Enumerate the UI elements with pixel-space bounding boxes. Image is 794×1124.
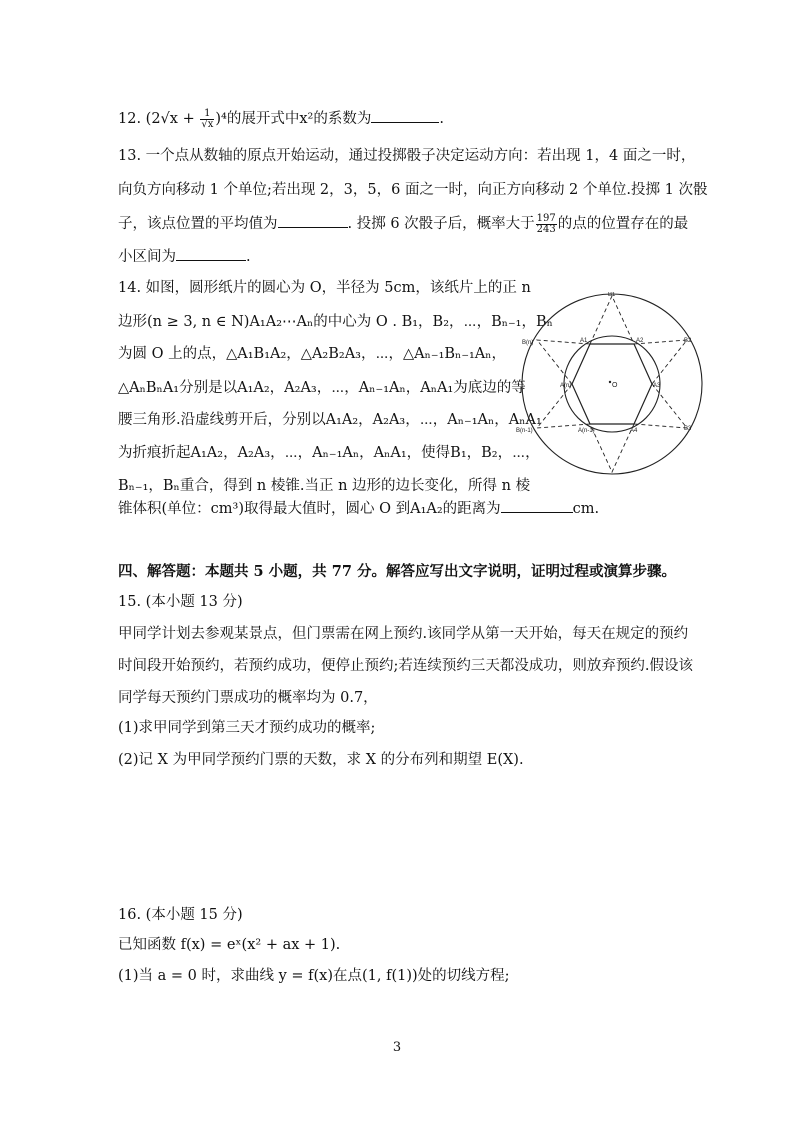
q13-line-1: 13. 一个点从数轴的原点开始运动，通过投掷骰子决定运动方向：若出现 1，4 面之一时， [118, 148, 696, 164]
q15-part-1: (1)求甲同学到第三天才预约成功的概率; [118, 720, 376, 736]
q13-line-3: 子，该点位置的平均值为 . 投掷 6 次骰子后，概率大于 $\frac{197}{243}$ 的点的位置存在的最 [118, 212, 689, 235]
q15-line-3: 同学每天预约门票成功的概率均为 0.7， [118, 690, 378, 706]
label-a3: A3 [653, 383, 661, 389]
label-a2: A2 [636, 338, 644, 344]
label-an: A(n) [560, 383, 572, 389]
q16-part-1: (1)当 a = 0 时，求曲线 y = f(x)在点(1, f(1))处的切线方程; [118, 968, 510, 984]
q14-line-5: 腰三角形.沿虚线剪开后，分别以A₁A₂，A₂A₃，⋯，Aₙ₋₁Aₙ，AₙA₁ [118, 412, 542, 428]
label-bn1: B(n-1) [516, 428, 533, 434]
q12-fraction: $\frac{1}{√x}$ [201, 107, 214, 130]
q16-title: 16. (本小题 15 分) [118, 907, 243, 923]
q13-fraction: $\frac{197}{243}$ [536, 212, 556, 235]
q12-text-before: 12. (2√x + [118, 111, 200, 127]
q14-line-7: Bₙ₋₁，Bₙ重合，得到 n 棱锥.当正 n 边形的边长变化，所得 n 棱 [118, 478, 531, 494]
q15-line-1: 甲同学计划去参观某景点，但门票需在网上预约.该同学从第一天开始，每天在规定的预约 [118, 626, 689, 642]
answer-blank[interactable] [278, 213, 348, 228]
label-center: O [612, 382, 618, 389]
q14-line-1: 14. 如图，圆形纸片的圆心为 O，半径为 5cm，该纸片上的正 n [118, 280, 531, 296]
label-a4: A4 [630, 428, 638, 434]
page-number: 3 [392, 1040, 402, 1055]
question-12: 12. (2√x + $\frac{1}{√x}$ )⁴的展开式中x²的系数为 . [118, 107, 444, 130]
q15-line-2: 时间段开始预约，若预约成功，便停止预约;若连续预约三天都没成功，则放弃预约.假设该 [118, 658, 693, 674]
q15-title: 15. (本小题 13 分) [118, 594, 243, 610]
q14-line-6: 为折痕折起A₁A₂，A₂A₃，⋯，Aₙ₋₁Aₙ，AₙA₁，使得B₁，B₂，⋯， [118, 445, 540, 461]
answer-blank[interactable] [176, 246, 246, 261]
label-b2: B2 [684, 338, 692, 344]
q14-line-3: 为圆 O 上的点，△A₁B₁A₂，△A₂B₂A₃，⋯，△Aₙ₋₁Bₙ₋₁Aₙ， [118, 346, 507, 362]
q15-part-2: (2)记 X 为甲同学预约门票的天数，求 X 的分布列和期望 E(X). [118, 752, 524, 768]
circle-hexagon-figure [512, 292, 712, 480]
q16-line-1: 已知函数 f(x) = eˣ(x² + ax + 1). [118, 937, 341, 953]
q12-text-after: )⁴的展开式中x²的系数为 [215, 111, 372, 127]
q14-line-2: 边形(n ≥ 3, n ∈ N)A₁A₂⋯Aₙ的中心为 O . B₁，B₂，⋯，Bₙ₋₁，Bₙ [118, 314, 553, 330]
section-heading: 四、解答题：本题共 5 小题，共 77 分。解答应写出文字说明，证明过程或演算步骤。 [118, 563, 676, 580]
center-dot [609, 381, 611, 383]
label-an1: A(n-1) [578, 428, 595, 434]
q14-line-4: △AₙBₙA₁分别是以A₁A₂，A₂A₃，⋯，Aₙ₋₁Aₙ，AₙA₁为底边的等 [118, 380, 526, 396]
label-b3: B3 [684, 426, 692, 432]
q14-line-8: 锥体积(单位：cm³)取得最大值时，圆心 O 到A₁A₂的距离为 cm. [118, 498, 599, 519]
label-b1: B1 [608, 292, 616, 298]
label-a1: A1 [580, 338, 588, 344]
answer-blank[interactable] [501, 498, 573, 513]
q13-line-4: 小区间为 . [118, 246, 251, 267]
answer-blank[interactable] [371, 108, 439, 123]
label-bn: B(n) [522, 340, 534, 346]
q13-line-2: 向负方向移动 1 个单位;若出现 2，3，5，6 面之一时，向正方向移动 2 个单位.投掷 1 次骰 [118, 182, 708, 198]
